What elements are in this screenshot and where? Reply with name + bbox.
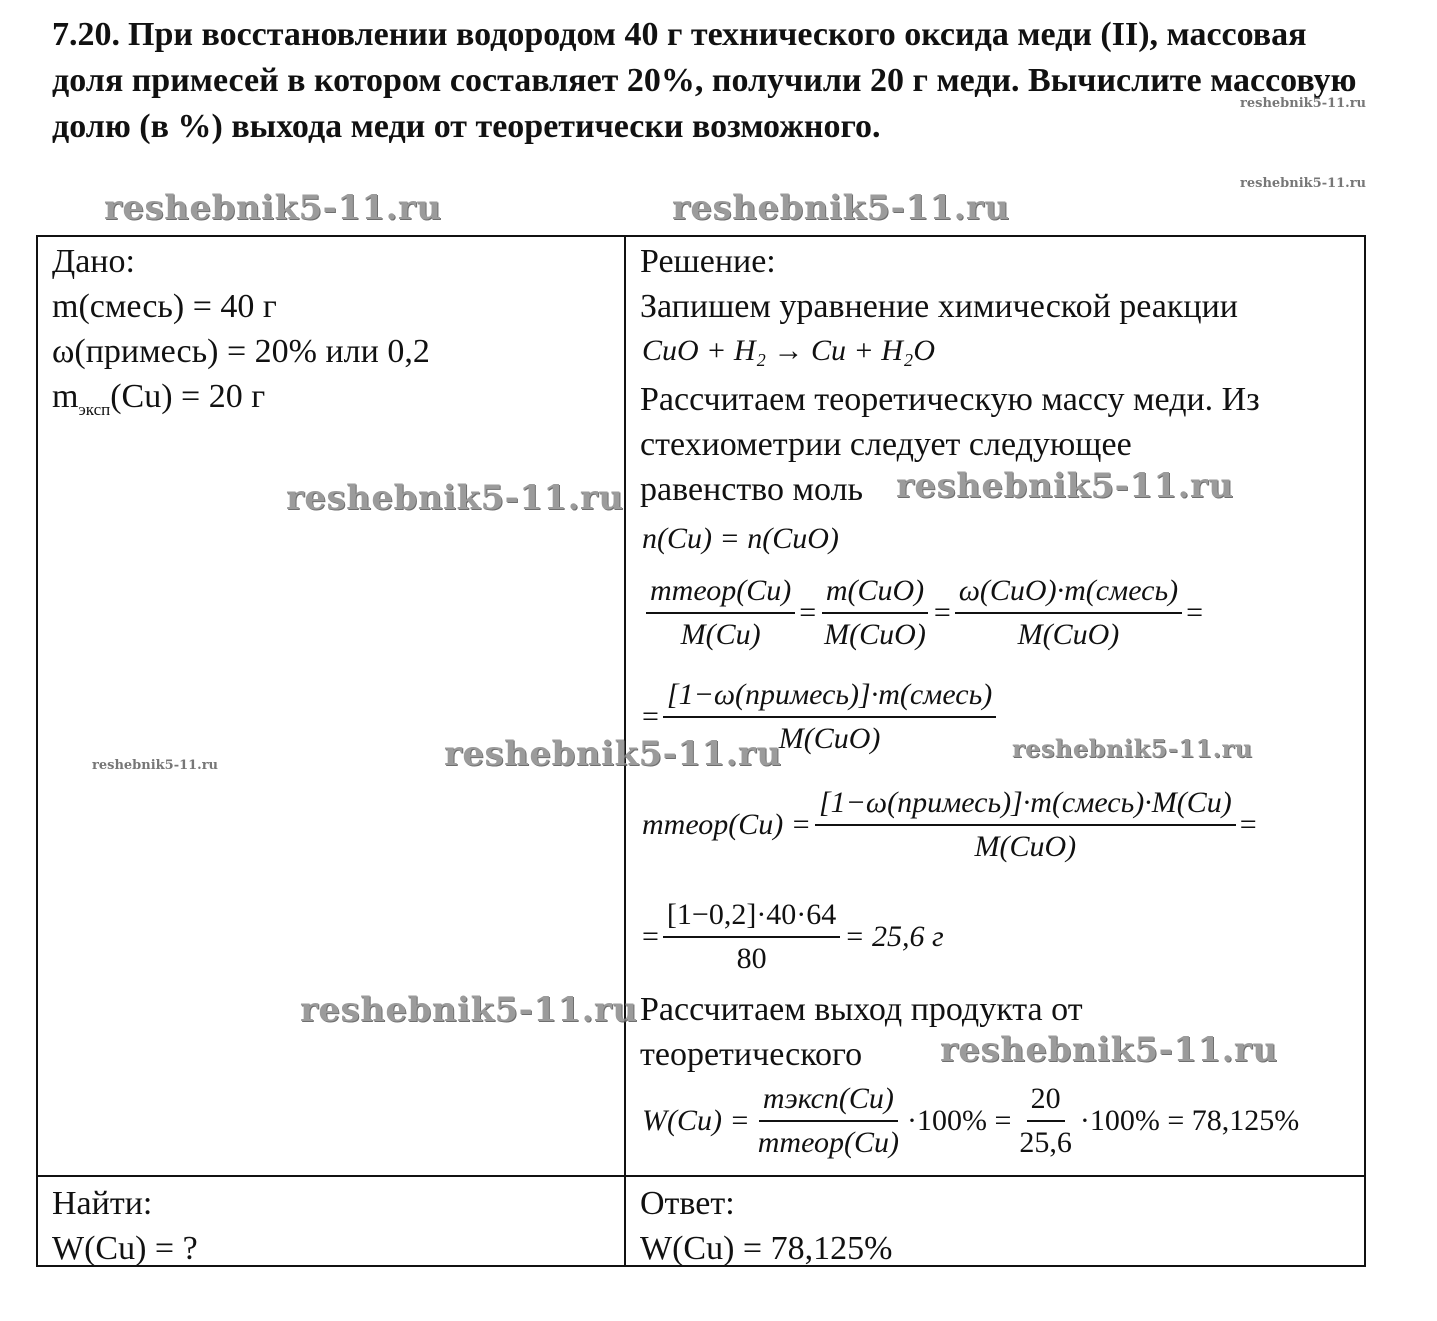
watermark-small: reshebnik5-11.ru: [1240, 96, 1367, 111]
fraction-1-denominator: M(Cu): [680, 618, 761, 651]
solution-step3-line2: теоретического: [640, 1036, 863, 1073]
fraction-7-numerator: mэксп(Cu): [759, 1081, 898, 1122]
watermark-small: reshebnik5-11.ru: [1240, 176, 1367, 191]
watermark: reshebnik5-11.ru: [672, 188, 1010, 228]
reaction-equation: CuO + H₂ → Cu + H₂O: [642, 334, 936, 367]
problem-number: 7.20.: [52, 16, 120, 53]
yield-lhs: W(Cu) =: [642, 1104, 750, 1137]
solution-step2-line2: стехиометрии следует следующее: [640, 426, 1132, 463]
fraction-4-denominator: M(CuO): [778, 722, 881, 755]
fraction-8-denominator: 25,6: [1019, 1126, 1072, 1159]
yield-formula: [642, 1081, 1299, 1161]
theoretical-mass-result: = 25,6 г: [844, 920, 944, 953]
solution-step2-line3: равенство моль: [640, 471, 864, 508]
mole-fraction-chain-2: = $\frac{\text{[1−ω(примесь)]·m(смесь)}}{\text{M(CuO)}}$: [642, 677, 1000, 757]
given-exp-mass-value: (Cu) = 20 г: [110, 378, 266, 415]
answer-value: W(Cu) = 78,125%: [640, 1230, 893, 1267]
fraction-6-denominator: 80: [736, 942, 767, 975]
watermark: reshebnik5-11.ru: [896, 466, 1234, 506]
fraction-1-numerator: mтеор(Cu): [646, 573, 795, 614]
fraction-7: [754, 1081, 903, 1161]
given-impurity-fraction: ω(примесь) = 20% или 0,2: [52, 333, 430, 370]
watermark: reshebnik5-11.ru: [1012, 734, 1253, 763]
fraction-2-numerator: m(CuO): [822, 573, 928, 614]
find-value: W(Cu) = ?: [52, 1230, 198, 1267]
watermark: reshebnik5-11.ru: [104, 188, 442, 228]
solution-step1: Запишем уравнение химической реакции: [640, 288, 1238, 325]
watermark-small: reshebnik5-11.ru: [92, 758, 219, 773]
theoretical-mass-formula: mтеор(Cu) = $\frac{\text{[1−ω(примесь)]·m(смесь)·M(Cu)}}{\text{M(CuO)}}$ =: [642, 786, 1257, 863]
solution-step2-line1: Рассчитаем теоретическую массу меди. Из: [640, 381, 1260, 418]
given-header: Дано:: [52, 243, 135, 280]
answer-cell: [640, 1181, 892, 1271]
fraction-6: [663, 897, 840, 977]
given-exp-mass: [52, 374, 430, 432]
theoretical-mass-value: = $\frac{[1-0,2]\cdot 40\cdot 64}{80}$ = 25,6 г: [642, 898, 944, 975]
fraction-3-denominator: M(CuO): [1017, 618, 1120, 651]
fraction-3-numerator: ω(CuO)·m(смесь): [955, 573, 1182, 614]
yield-mid: ·100% =: [906, 1104, 1012, 1137]
fraction-5: [815, 785, 1236, 865]
yield-result: ·100% = 78,125%: [1079, 1104, 1300, 1137]
solution-header: Решение:: [640, 243, 776, 280]
row-divider: [38, 1175, 1364, 1177]
fraction-5-denominator: M(CuO): [974, 830, 1077, 863]
watermark: reshebnik5-11.ru: [940, 1030, 1278, 1070]
fraction-1: [646, 573, 795, 653]
fraction-4-numerator: [1−ω(примесь)]·m(смесь): [663, 677, 996, 718]
given-cell: [52, 239, 430, 432]
fraction-3: [955, 573, 1182, 653]
fraction-6-numerator: [1−0,2]·40·64: [663, 897, 840, 938]
fraction-5-numerator: [1−ω(примесь)]·m(смесь)·M(Cu): [815, 785, 1236, 826]
fraction-8: [1015, 1081, 1076, 1161]
find-header: Найти:: [52, 1185, 153, 1222]
given-mass-mixture: m(смесь) = 40 г: [52, 288, 277, 325]
watermark: reshebnik5-11.ru: [300, 990, 638, 1030]
theoretical-mass-lhs: mтеор(Cu) =: [642, 808, 811, 841]
given-exp-mass-symbol: m: [52, 378, 79, 415]
watermark: reshebnik5-11.ru: [444, 734, 782, 774]
fraction-8-numerator: 20: [1027, 1081, 1065, 1122]
problem-statement: [52, 12, 1362, 150]
watermark: reshebnik5-11.ru: [286, 478, 624, 518]
given-exp-mass-subscript: эксп: [78, 399, 111, 419]
answer-header: Ответ:: [640, 1185, 735, 1222]
fraction-7-denominator: mтеор(Cu): [757, 1126, 899, 1159]
fraction-2: [820, 573, 930, 653]
find-cell: [52, 1181, 198, 1271]
problem-text: При восстановлении водородом 40 г технического оксида меди (II), массовая доля примесей в котором составляет 20%, получили 20 г меди. Вычислите массовую долю (в %) выхода меди от теоретически возможного.: [52, 16, 1357, 145]
solution-step3-line1: Рассчитаем выход продукта от: [640, 991, 1083, 1028]
solution-cell: [640, 239, 1238, 329]
mole-equality: n(Cu) = n(CuO): [642, 522, 839, 555]
mole-fraction-chain: $\frac{\text{mтеор(Cu)}}{M(Cu)}$ = $\frac{\text{m(CuO)}}{\text{M(CuO)}}$ = $\frac{\text{ω(CuO)·m(смесь)}}{\text{M(CuO)}}$ =: [642, 573, 1203, 653]
fraction-2-denominator: M(CuO): [824, 618, 926, 651]
